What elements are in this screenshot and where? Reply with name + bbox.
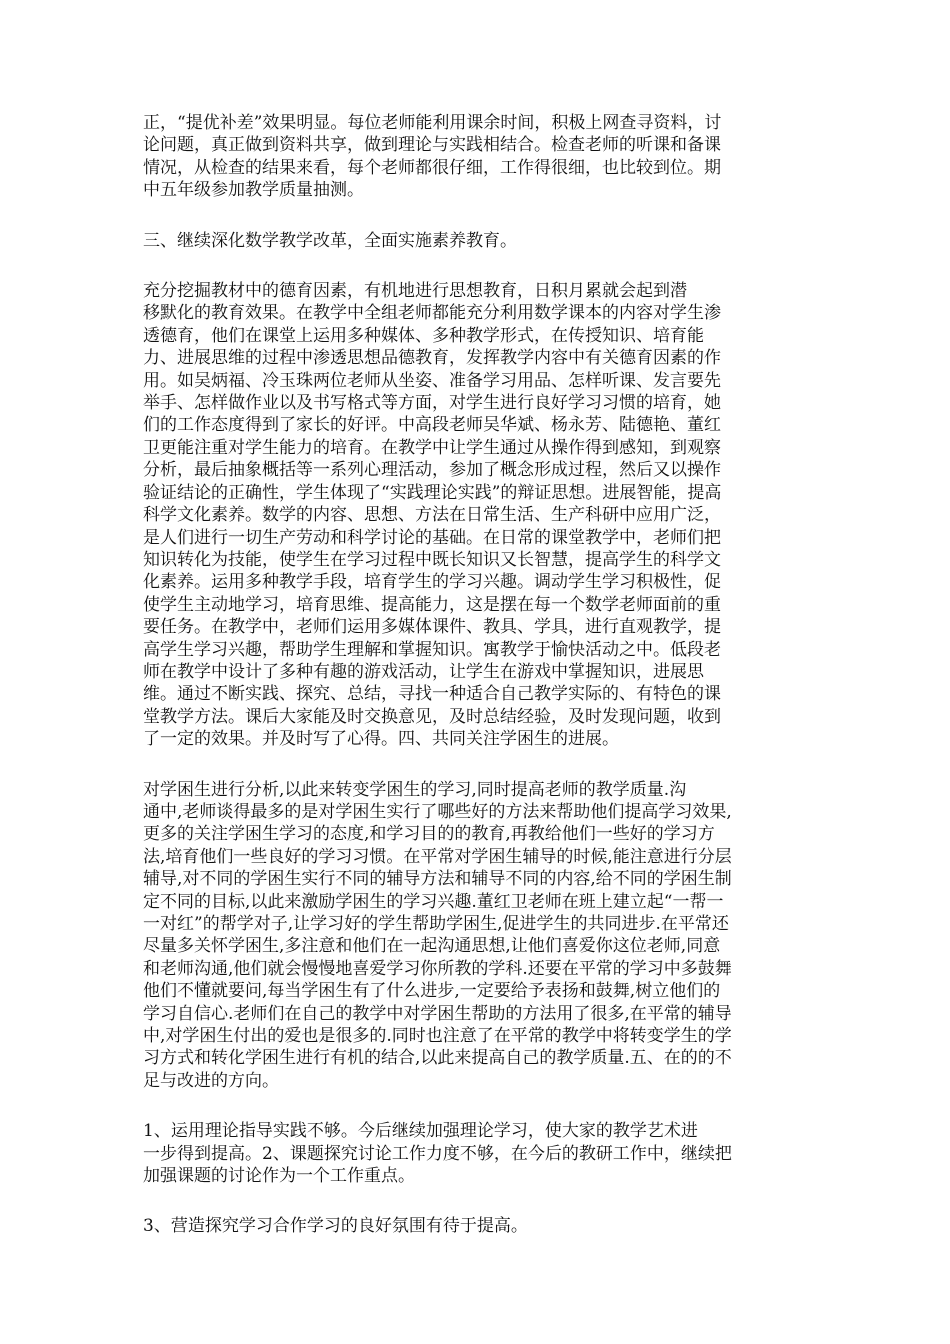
paragraph-6: 3、营造探究学习合作学习的良好氛围有待于提高。 — [143, 1216, 528, 1237]
document-body — [143, 112, 807, 1238]
paragraph-4: 对学困生进行分析,以此来转变学困生的学习,同时提高老师的教学质量.沟 通中,老师谈得最多的是对学困生实行了哪些好的方法来帮助他们提高学习效果, 更多的关注学困生学习的态度,和学习目的的教育,再教给他们一些好的学习方 法,培育他们一些良好的学习习惯。在平常对学困生辅导的时候,能注意进行分层 辅导,对不同的学困生实行不同的辅导方法和辅导不同的内容,给不同的学困生制 定不同的目标,以此来激励学困生的学习兴趣.董红卫老师在班上建立起“一帮一 一对红”的帮学对子,让学习好的学生帮助学困生,促进学生的共同进步.在平常还 尽量多关怀学困生,多注意和他们在一起沟通思想,让他们喜爱你这位老师,同意 和老师沟通,他们就会慢慢地喜爱学习你所教的学科.还要在平常的学习中多鼓舞 他们不懂就要问,每当学困生有了什么进步,一定要给予表扬和鼓舞,树立他们的 学习自信心.老师们在自己的教学中对学困生帮助的方法用了很多,在平常的辅导 中,对学困生付出的爱也是很多的.同时也注意了在平常的教学中将转变学生的学 习方式和转化学困生进行有机的结合,以此来提高自己的教学质量.五、在的的不 足与改进的方向。 — [143, 779, 732, 1091]
paragraph-3: 充分挖掘教材中的德育因素，有机地进行思想教育，日积月累就会起到潜 移默化的教育效果。在教学中全组老师都能充分利用数学课本的内容对学生渗 透德育，他们在课堂上运用多种媒体、多种教学形式，在传授知识、培育能 力、进展思维的过程中渗透思想品德教育，发挥教学内容中有关德育因素的作 用。如吴炳福、冷玉珠两位老师从坐姿、准备学习用品、怎样听课、发言要先 举手、怎样做作业以及书写格式等方面，对学生进行良好学习习惯的培育，她 们的工作态度得到了家长的好评。中高段老师吴华斌、杨永芳、陆德艳、董红 卫更能注重对学生能力的培育。在教学中让学生通过从操作得到感知，到观察 分析，最后抽象概括等一系列心理活动，参加了概念形成过程，然后又以操作 验证结论的正确性，学生体现了“实践理论实践”的辩证思想。进展智能，提高 科学文化素养。数学的内容、思想、方法在日常生活、生产科研中应用广泛， 是人们进行一切生产劳动和科学讨论的基础。在日常的课堂教学中，老师们把 知识转化为技能，使学生在学习过程中既长知识又长智慧，提高学生的科学文 化素养。运用多种教学手段，培育学生的学习兴趣。调动学生学习积极性，促 使学生主动地学习，培育思维、提高能力，这是摆在每一个数学老师面前的重 要任务。在教学中，老师们运用多媒体课件、教具、学具，进行直观教学，提 高学生学习兴趣，帮助学生理解和掌握知识。寓教学于愉快活动之中。低段老 师在教学中设计了多种有趣的游戏活动，让学生在游戏中掌握知识，进展思 维。通过不断实践、探究、总结，寻找一种适合自己教学实际的、有特色的课 堂教学方法。课后大家能及时交换意见，及时总结经验，及时发现问题，收到 了一定的效果。并及时写了心得。四、共同关注学困生的进展。 — [143, 281, 722, 750]
section-heading-3: 三、继续深化数学教学改革，全面实施素养教育。 — [143, 230, 517, 251]
paragraph-1: 正，“提优补差”效果明显。每位老师能利用课余时间，积极上网查寻资料，讨 论问题，真正做到资料共享，做到理论与实践相结合。检查老师的听课和备课 情况，从检查的结果来看，每个老师都很仔细，工作得很细，也比较到位。期 中五年级参加教学质量抽测。 — [143, 113, 722, 201]
paragraph-5: 1、运用理论指导实践不够。今后继续加强理论学习，使大家的教学艺术进 一步得到提高。2、课题探究讨论工作力度不够，在今后的教研工作中，继续把 加强课题的讨论作为一个工作重点。 — [143, 1121, 732, 1187]
